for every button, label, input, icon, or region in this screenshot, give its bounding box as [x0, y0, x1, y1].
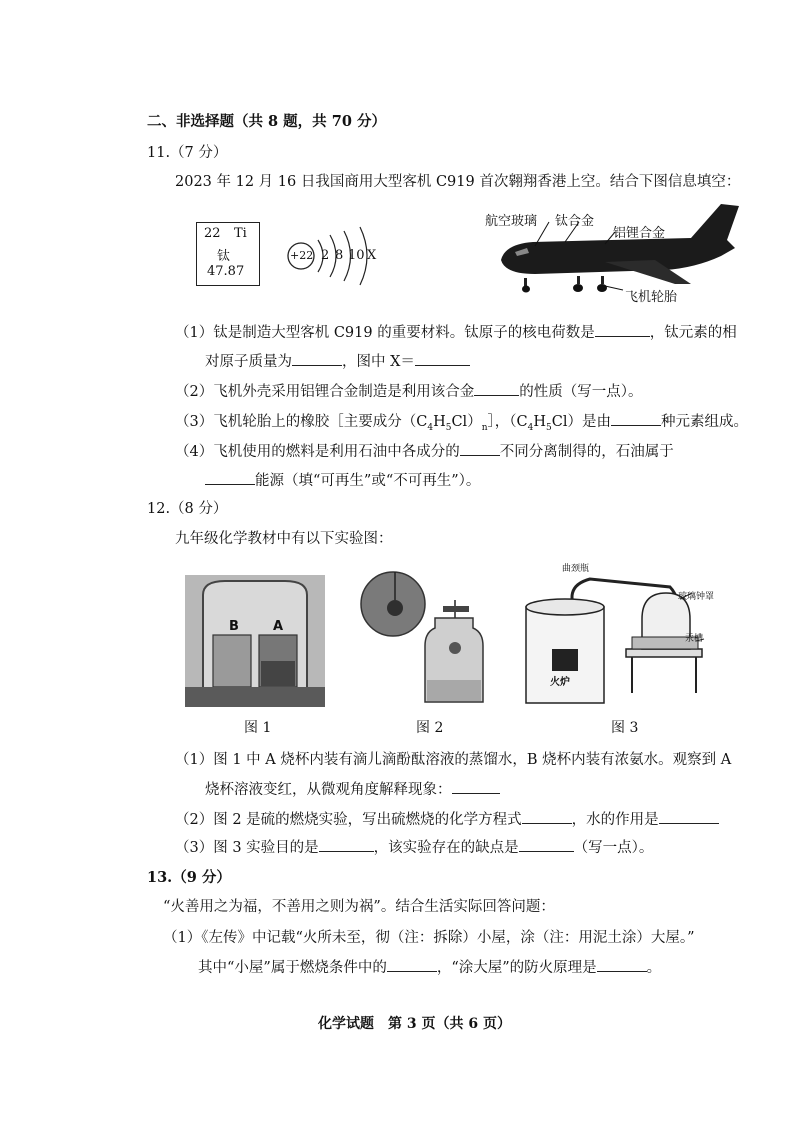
label-aviation-glass: 航空玻璃: [485, 214, 538, 229]
atomic-mass: 47.87: [207, 264, 245, 279]
q12-part3: （3）图 3 实验目的是 ，该实验存在的缺点是 （写一点）。: [175, 836, 653, 857]
q11-intro: 2023 年 12 月 16 日我国商用大型客机 C919 首次翱翔香港上空。结合下图信息填空：: [175, 174, 741, 190]
label-bell-jar: 玻璃钟罩: [678, 592, 715, 602]
q11-part3: （3）飞机轮胎上的橡胶［主要成分$(C_4H_5Cl)_n]$，$(C_4H_5Cl)$是由 种元素组成。: [175, 410, 748, 433]
element-name: 钛: [217, 249, 231, 264]
q11-part1-line1: （1）钛是制造大型客机 C919 的重要材料。钛原子的核电荷数是 ，钛元素的相: [175, 321, 737, 342]
page-footer: 化学试题 第 3 页（共 6 页）: [318, 1016, 511, 1032]
element-card: [196, 222, 260, 286]
q12-part1-line1: （1）图 1 中 A 烧杯内装有滴儿滴酚酞溶液的蒸馏水，B 烧杯内装有浓氨水。观察到 A: [175, 752, 732, 768]
shell-3-count: 10: [348, 248, 365, 263]
atom-structure-diagram: [284, 205, 394, 295]
figure-1-caption: 图 1: [244, 720, 272, 736]
q11-part4-line2: 能源（填“可再生”或“不可再生”）。: [205, 469, 480, 490]
element-symbol: Ti: [234, 226, 247, 241]
figure-1-image: [185, 575, 325, 707]
shell-2-count: 8: [335, 248, 344, 263]
q11-part4-line1: （4）飞机使用的燃料是利用石油中各成分的 不同分离制得的，石油属于: [175, 440, 674, 461]
figure-2-caption: 图 2: [416, 720, 444, 736]
q13-part1-line2: 其中“小屋”属于燃烧条件中的 ，“涂大屋”的防火原理是 。: [198, 956, 661, 977]
q11-number: 11.（7 分）: [147, 145, 228, 161]
shell-1-count: 2: [321, 248, 330, 263]
figure-1-ammonia-diffusion: [185, 575, 325, 707]
q13-part1-line1: （1）《左传》中记载“火所未至，彻（注：拆除）小屋，涂（注：用泥土涂）大屋。”: [163, 930, 695, 946]
label-furnace: 火炉: [550, 677, 570, 688]
airplane-illustration: [485, 200, 745, 305]
figure-3-caption: 图 3: [611, 720, 639, 736]
shell-4-count: X: [367, 248, 377, 263]
atomic-number: 22: [204, 226, 221, 241]
figure-2-sulfur-combustion: [355, 570, 495, 710]
q13-intro: “火善用之为福，不善用之则为祸”。结合生活实际回答问题：: [163, 899, 555, 915]
q11-part1-line2: 对原子质量为 ，图中 X＝: [205, 350, 470, 371]
q13-number: 13.（9 分）: [147, 869, 231, 886]
figure-3-lavoisier-apparatus: [520, 557, 715, 712]
nucleus-charge: +22: [290, 249, 314, 262]
figure-2-image: [355, 570, 495, 710]
beaker-a-label: A: [273, 619, 284, 634]
q12-part2: （2）图 2 是硫的燃烧实验，写出硫燃烧的化学方程式 ，水的作用是: [175, 808, 719, 829]
label-retort: 曲颈瓶: [562, 564, 590, 574]
label-aircraft-tire: 飞机轮胎: [625, 290, 678, 305]
q12-part1-line2: 烧杯溶液变红，从微观角度解释现象：: [205, 778, 500, 799]
q12-number: 12.（8 分）: [147, 501, 228, 517]
q12-intro: 九年级化学教材中有以下实验图：: [175, 531, 393, 547]
label-al-li-alloy: 铝锂合金: [613, 226, 666, 241]
label-titanium-alloy: 钛合金: [555, 214, 595, 229]
section-title: 二、非选择题（共 8 题，共 70 分）: [147, 113, 386, 130]
label-mercury-trough: 汞槽: [685, 634, 704, 644]
q11-part2: （2）飞机外壳采用铝锂合金制造是利用该合金 的性质（写一点）。: [175, 380, 642, 401]
beaker-b-label: B: [229, 619, 239, 634]
